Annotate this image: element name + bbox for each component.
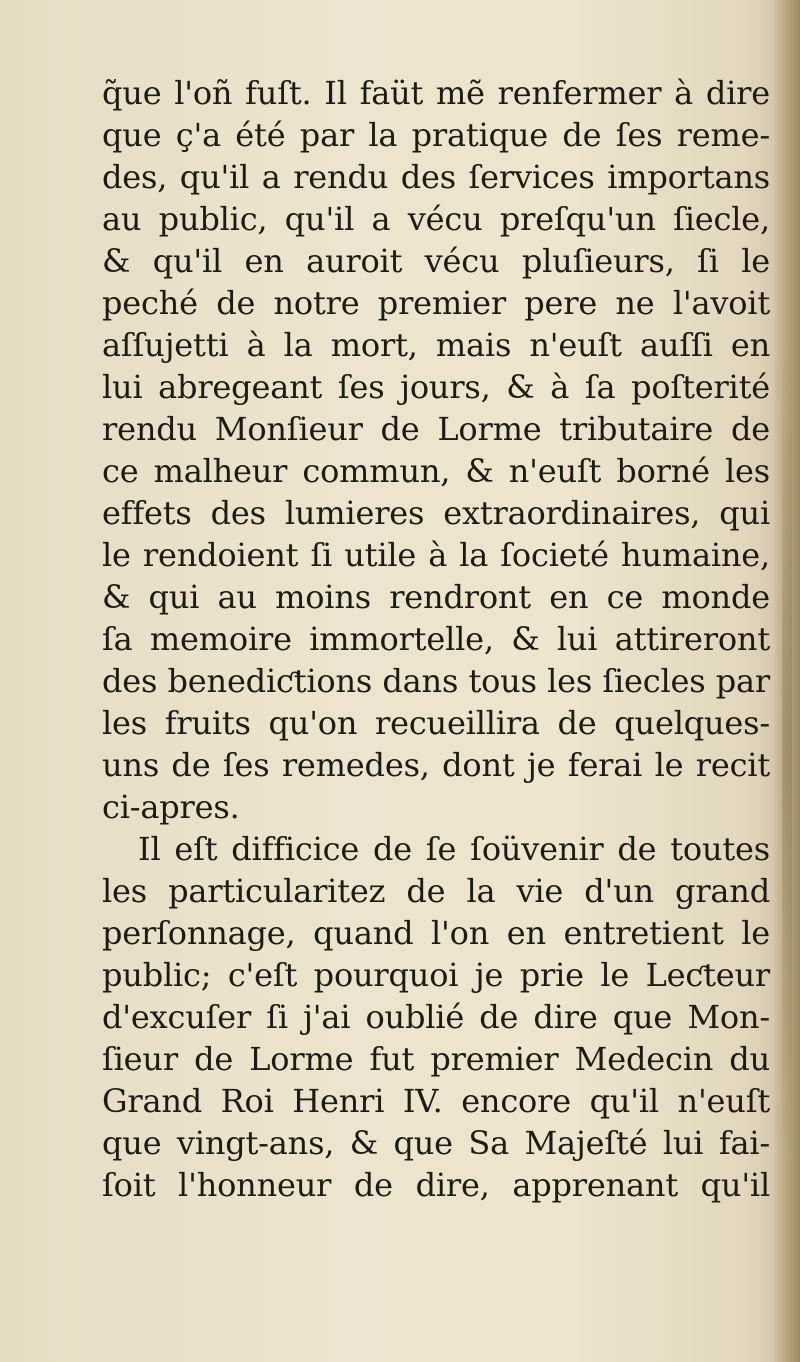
text-line: les particularitez de la vie d'un grand <box>102 872 770 910</box>
text-line: d'excuſer ſi j'ai oublié de dire que Mon- <box>102 998 770 1036</box>
text-line: ſoit l'honneur de dire, apprenant qu'il <box>102 1166 770 1204</box>
text-line: effets des lumieres extraordinaires, qui <box>102 494 770 532</box>
text-line: lui abregeant ſes jours, & à ſa poſterité <box>102 368 770 406</box>
page-text <box>102 72 770 1206</box>
text-line: public; c'eſt pourquoi je prie le Leƈteur <box>102 956 770 994</box>
text-line: le rendoient ſi utile à la ſocieté humaine, <box>102 536 770 574</box>
text-line: uns de ſes remedes, dont je ferai le recit <box>102 746 770 784</box>
text-line: & qu'il en auroit vécu pluſieurs, ſi le <box>102 242 770 280</box>
paragraph-2 <box>102 828 770 1206</box>
page-fold-shadow <box>782 340 792 1160</box>
text-line: Grand Roi Henri IV. encore qu'il n'euſt <box>102 1082 770 1120</box>
text-line: perſonnage, quand l'on en entretient le <box>102 914 770 952</box>
text-line: aſſujetti à la mort, mais n'euſt auſſi en <box>102 326 770 364</box>
text-line: ſa memoire immortelle, & lui attireront <box>102 620 770 658</box>
text-line: q̃ue l'oñ fuſt. Il faüt mẽ renfermer à dire <box>102 74 770 112</box>
text-line: Il eſt difficice de ſe ſoüvenir de toutes <box>138 830 770 868</box>
text-line: des benediƈtions dans tous les ſiecles par <box>102 662 770 700</box>
text-line: & qui au moins rendront en ce monde <box>102 578 770 616</box>
text-line: ſieur de Lorme fut premier Medecin du <box>102 1040 770 1078</box>
paragraph-1 <box>102 72 770 828</box>
text-line: peché de notre premier pere ne l'avoit <box>102 284 770 322</box>
text-line: au public, qu'il a vécu preſqu'un ſiecle, <box>102 200 770 238</box>
text-line: les fruits qu'on recueillira de quelques- <box>102 704 770 742</box>
text-line: ce malheur commun, & n'euſt borné les <box>102 452 770 490</box>
text-line: que vingt-ans, & que Sa Majeſté lui fai- <box>102 1124 770 1162</box>
text-line: rendu Monſieur de Lorme tributaire de <box>102 410 770 448</box>
text-line: que ç'a été par la pratique de ſes reme- <box>102 116 770 154</box>
text-line: des, qu'il a rendu des ſervices importans <box>102 158 770 196</box>
text-line: ci-apres. <box>102 788 240 826</box>
